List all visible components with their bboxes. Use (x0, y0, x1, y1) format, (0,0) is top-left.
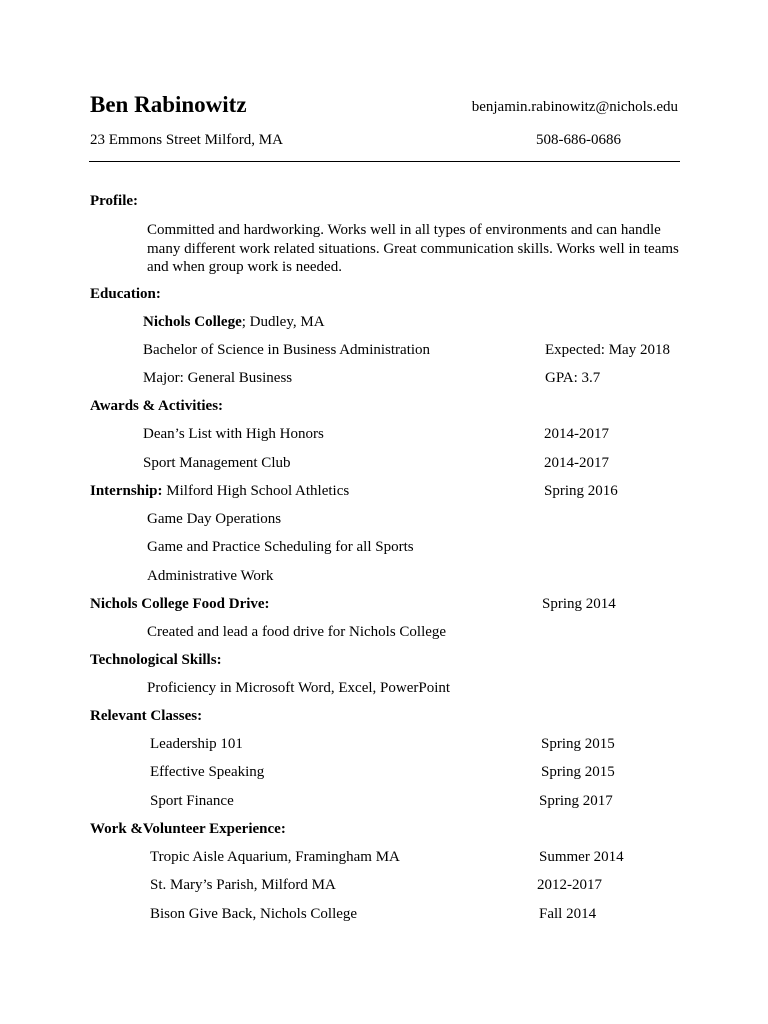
phone-number: 508-686-0686 (536, 132, 621, 148)
street-address: 23 Emmons Street Milford, MA (90, 132, 283, 148)
internship-item: Game and Practice Scheduling for all Sports (147, 539, 414, 555)
award-date: 2014-2017 (544, 455, 609, 471)
expected-graduation: Expected: May 2018 (545, 342, 670, 358)
internship-place: Milford High School Athletics (162, 483, 350, 499)
work-date: 2012-2017 (537, 877, 602, 893)
classes-heading: Relevant Classes: (90, 708, 203, 724)
work-heading: Work &Volunteer Experience: (90, 821, 286, 837)
food-drive-date: Spring 2014 (542, 596, 616, 612)
work-item: Bison Give Back, Nichols College (150, 906, 358, 922)
internship-heading: Internship: (90, 483, 163, 499)
award-item: Sport Management Club (143, 455, 291, 471)
class-item: Effective Speaking (150, 764, 265, 780)
header-divider (89, 161, 680, 162)
profile-heading: Profile: (90, 193, 139, 209)
resume-name: Ben Rabinowitz (90, 92, 247, 117)
work-item: St. Mary’s Parish, Milford MA (150, 877, 336, 893)
class-date: Spring 2015 (541, 764, 615, 780)
gpa: GPA: 3.7 (545, 370, 601, 386)
school-location: ; Dudley, MA (241, 314, 325, 330)
food-drive-item: Created and lead a food drive for Nichols College (147, 624, 447, 640)
work-date: Fall 2014 (539, 906, 597, 922)
major: Major: General Business (143, 370, 293, 386)
internship-item: Game Day Operations (147, 511, 282, 527)
internship-item: Administrative Work (147, 568, 274, 584)
award-item: Dean’s List with High Honors (143, 426, 324, 442)
award-date: 2014-2017 (544, 426, 609, 442)
work-item: Tropic Aisle Aquarium, Framingham MA (150, 849, 400, 865)
food-drive-heading: Nichols College Food Drive: (90, 596, 270, 612)
tech-skills-heading: Technological Skills: (90, 652, 222, 668)
class-date: Spring 2017 (539, 793, 613, 809)
school-name: Nichols College (143, 314, 242, 330)
profile-text: Committed and hardworking. Works well in all types of environments and can handle many different work related situations. Great communication skills. Works well in teams and when group work is needed. (147, 222, 679, 275)
class-date: Spring 2015 (541, 736, 615, 752)
education-school-line (143, 314, 325, 331)
education-heading: Education: (90, 286, 161, 302)
awards-heading: Awards & Activities: (90, 398, 224, 414)
internship-date: Spring 2016 (544, 483, 618, 499)
tech-skills-item: Proficiency in Microsoft Word, Excel, PowerPoint (147, 680, 451, 696)
class-item: Sport Finance (150, 793, 234, 809)
work-date: Summer 2014 (539, 849, 624, 865)
internship-line (90, 483, 349, 500)
email-address: benjamin.rabinowitz@nichols.edu (471, 99, 678, 115)
class-item: Leadership 101 (150, 736, 243, 752)
degree: Bachelor of Science in Business Administration (143, 342, 431, 358)
